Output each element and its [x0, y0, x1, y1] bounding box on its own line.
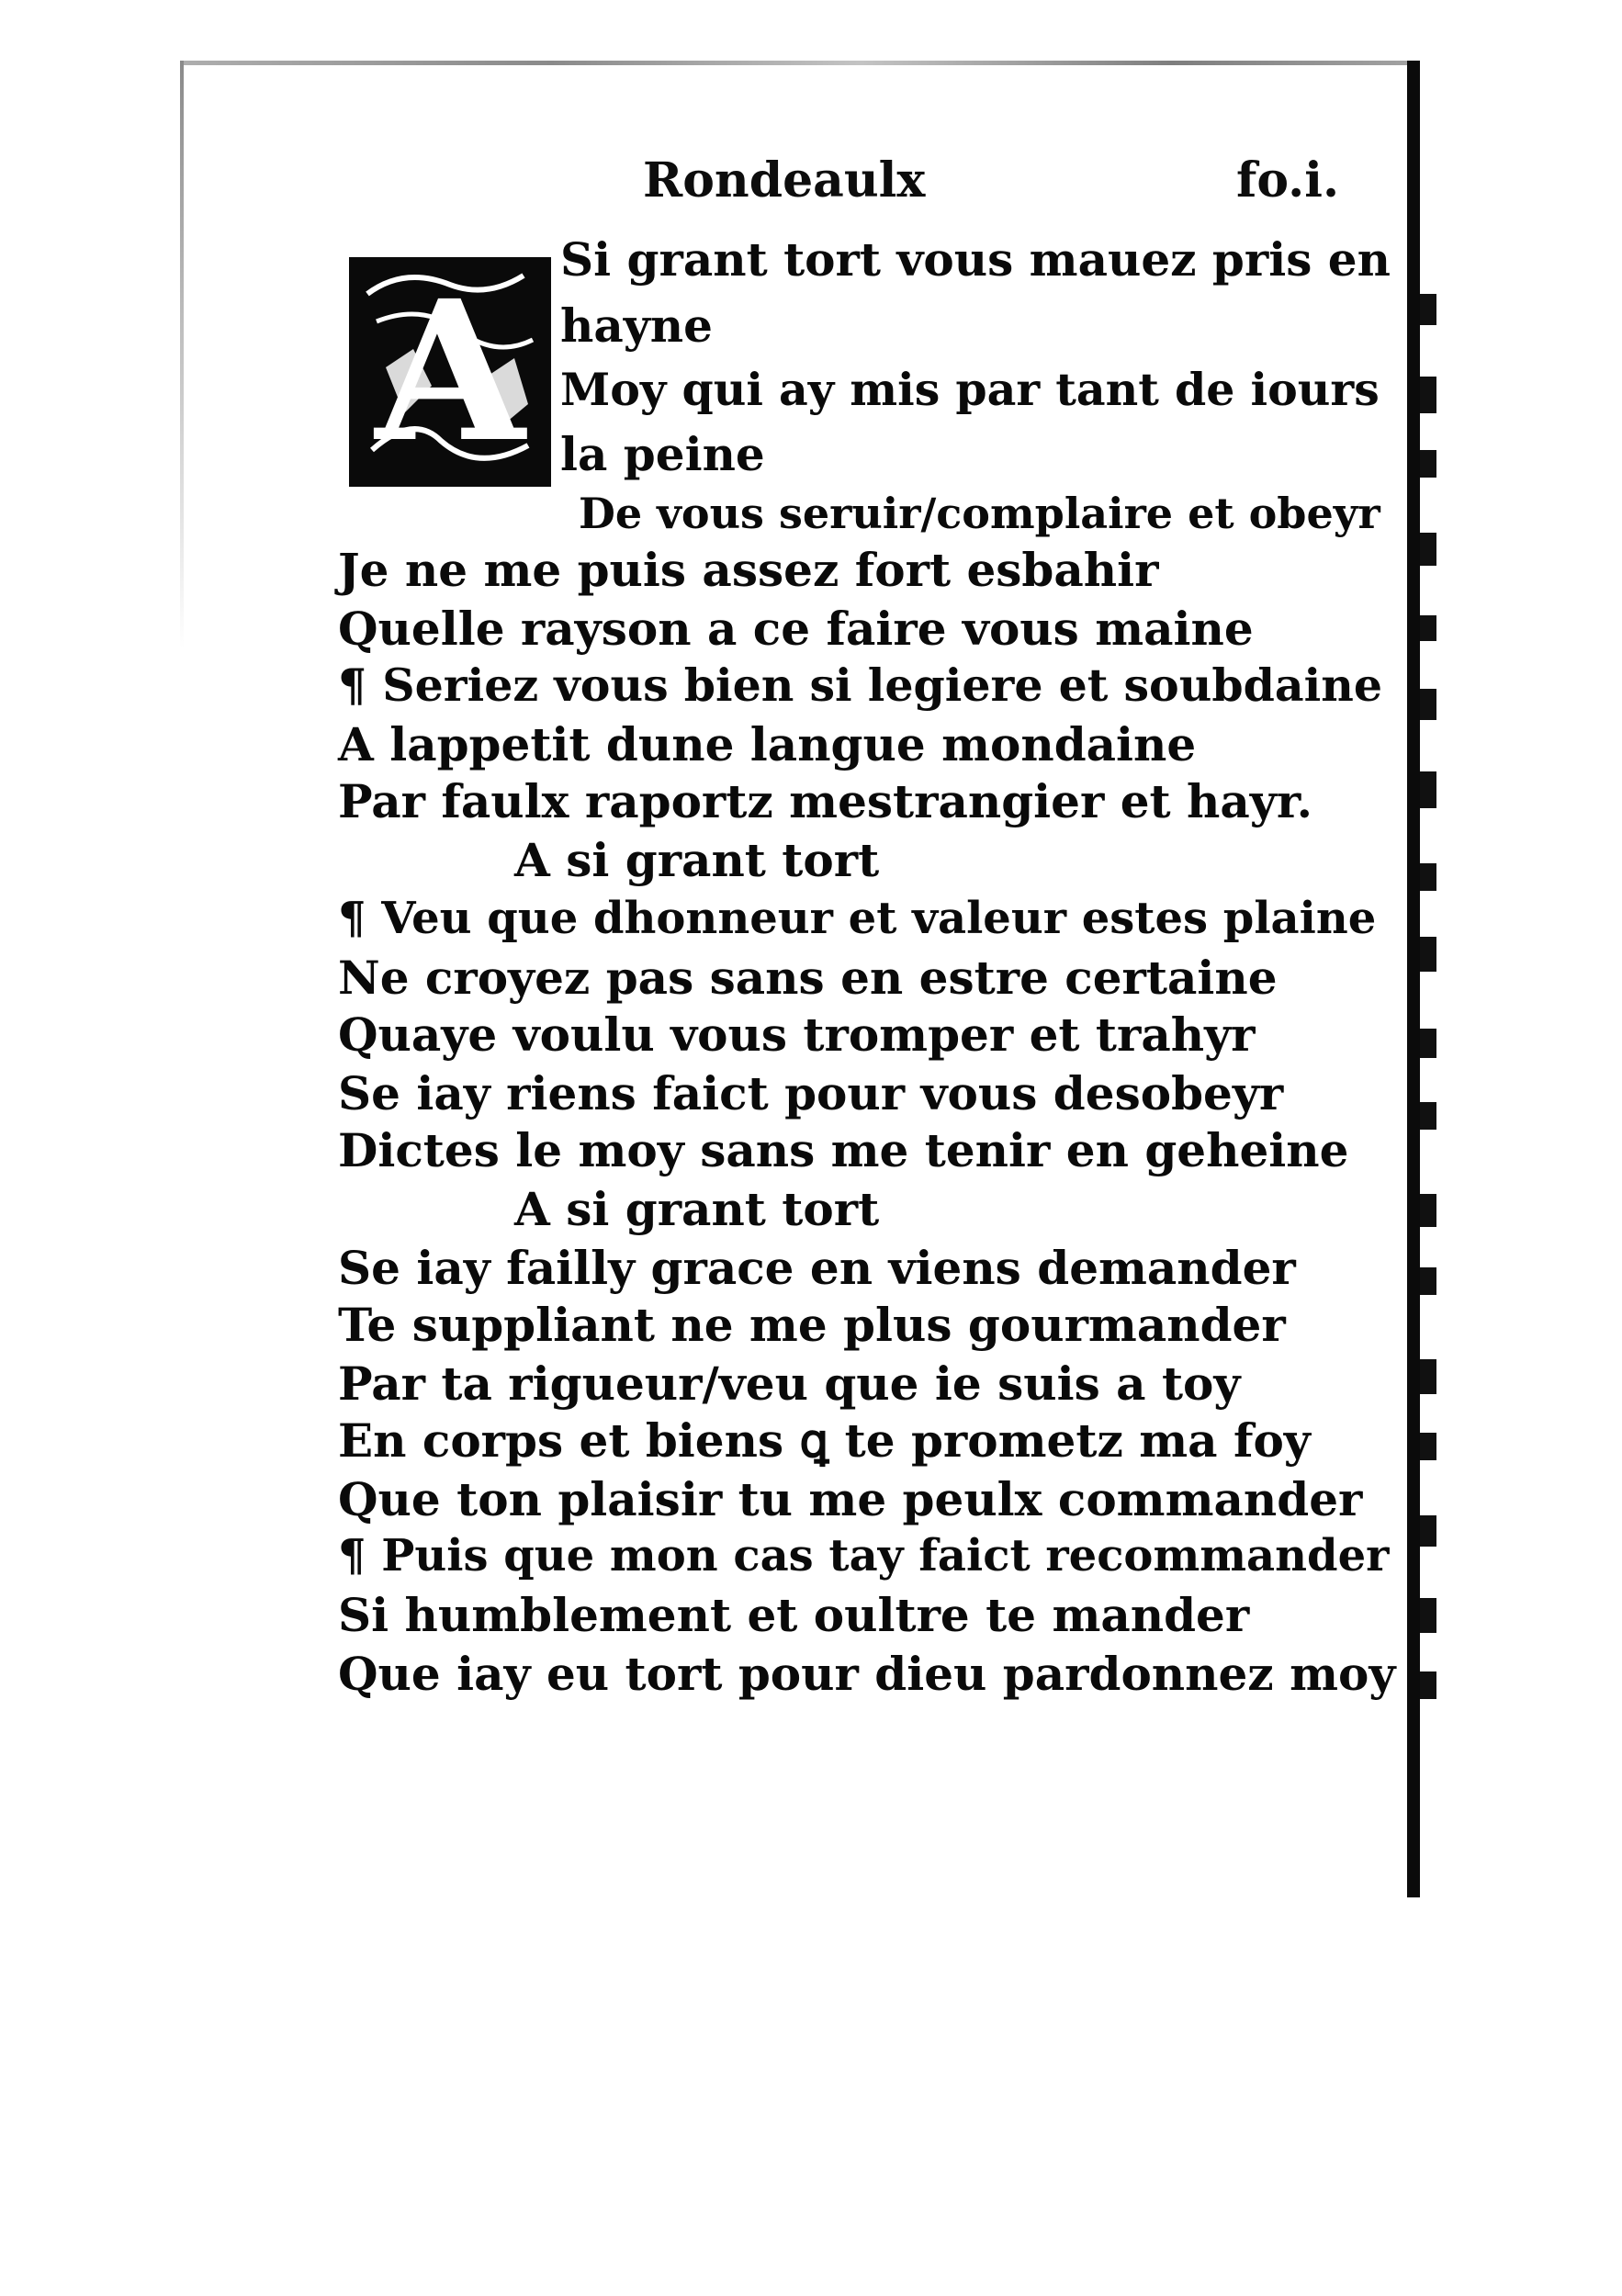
verse-line: Ne croyez pas sans en estre certaine — [338, 951, 1278, 1005]
verse-line: Que ton plaisir tu me peulx commander — [338, 1472, 1363, 1526]
refrain-line: A si grant tort — [514, 833, 880, 887]
verse-line: Quaye voulu vous tromper et trahyr — [338, 1007, 1256, 1062]
verse-line: Moy qui ay mis par tant de iours — [560, 363, 1380, 416]
verse-line: En corps et biens ꝗ te prometz ma foy — [338, 1413, 1311, 1468]
verse-line: la peine — [560, 427, 765, 481]
running-head: Rondeaulx — [643, 152, 926, 208]
verse-line: ¶ Seriez vous bien si legiere et soubdaine — [338, 658, 1383, 712]
refrain-line: A si grant tort — [514, 1182, 880, 1236]
binding-gutter — [1407, 61, 1420, 1897]
verse-line: Que iay eu tort pour dieu pardonnez moy — [338, 1647, 1396, 1701]
verse-line: A lappetit dune langue mondaine — [338, 717, 1197, 771]
decorated-initial — [349, 257, 551, 487]
verse-line: Par faulx raportz mestrangier et hayr. — [338, 774, 1313, 828]
verse-line: Te suppliant ne me plus gourmander — [338, 1298, 1286, 1352]
verse-line: ¶ Veu que dhonneur et valeur estes plaine — [338, 893, 1377, 944]
verse-line: Se iay failly grace en viens demander — [338, 1241, 1296, 1295]
verse-line: hayne — [560, 298, 713, 353]
initial-letter: A — [375, 258, 525, 485]
verse-line: Si grant tort vous mauez pris en — [560, 232, 1391, 287]
verse-line: Quelle rayson a ce faire vous maine — [338, 602, 1254, 656]
verse-line: ¶ Puis que mon cas tay faict recommander — [338, 1530, 1390, 1581]
verse-line: De vous seruir/complaire et obeyr — [579, 489, 1380, 538]
verse-line: Par ta rigueur/veu que ie suis a toy — [338, 1356, 1241, 1411]
verse-line: Dictes le moy sans me tenir en geheine — [338, 1123, 1349, 1177]
verse-line: Je ne me puis assez fort esbahir — [338, 543, 1159, 597]
verse-line: Si humblement et oultre te mander — [338, 1588, 1250, 1642]
verse-line: Se iay riens faict pour vous desobeyr — [338, 1066, 1284, 1120]
facing-page-fragments — [1420, 276, 1444, 1727]
folio-number: fo.i. — [1236, 152, 1340, 208]
page-top-edge — [180, 61, 1420, 65]
page-left-edge — [180, 61, 184, 648]
